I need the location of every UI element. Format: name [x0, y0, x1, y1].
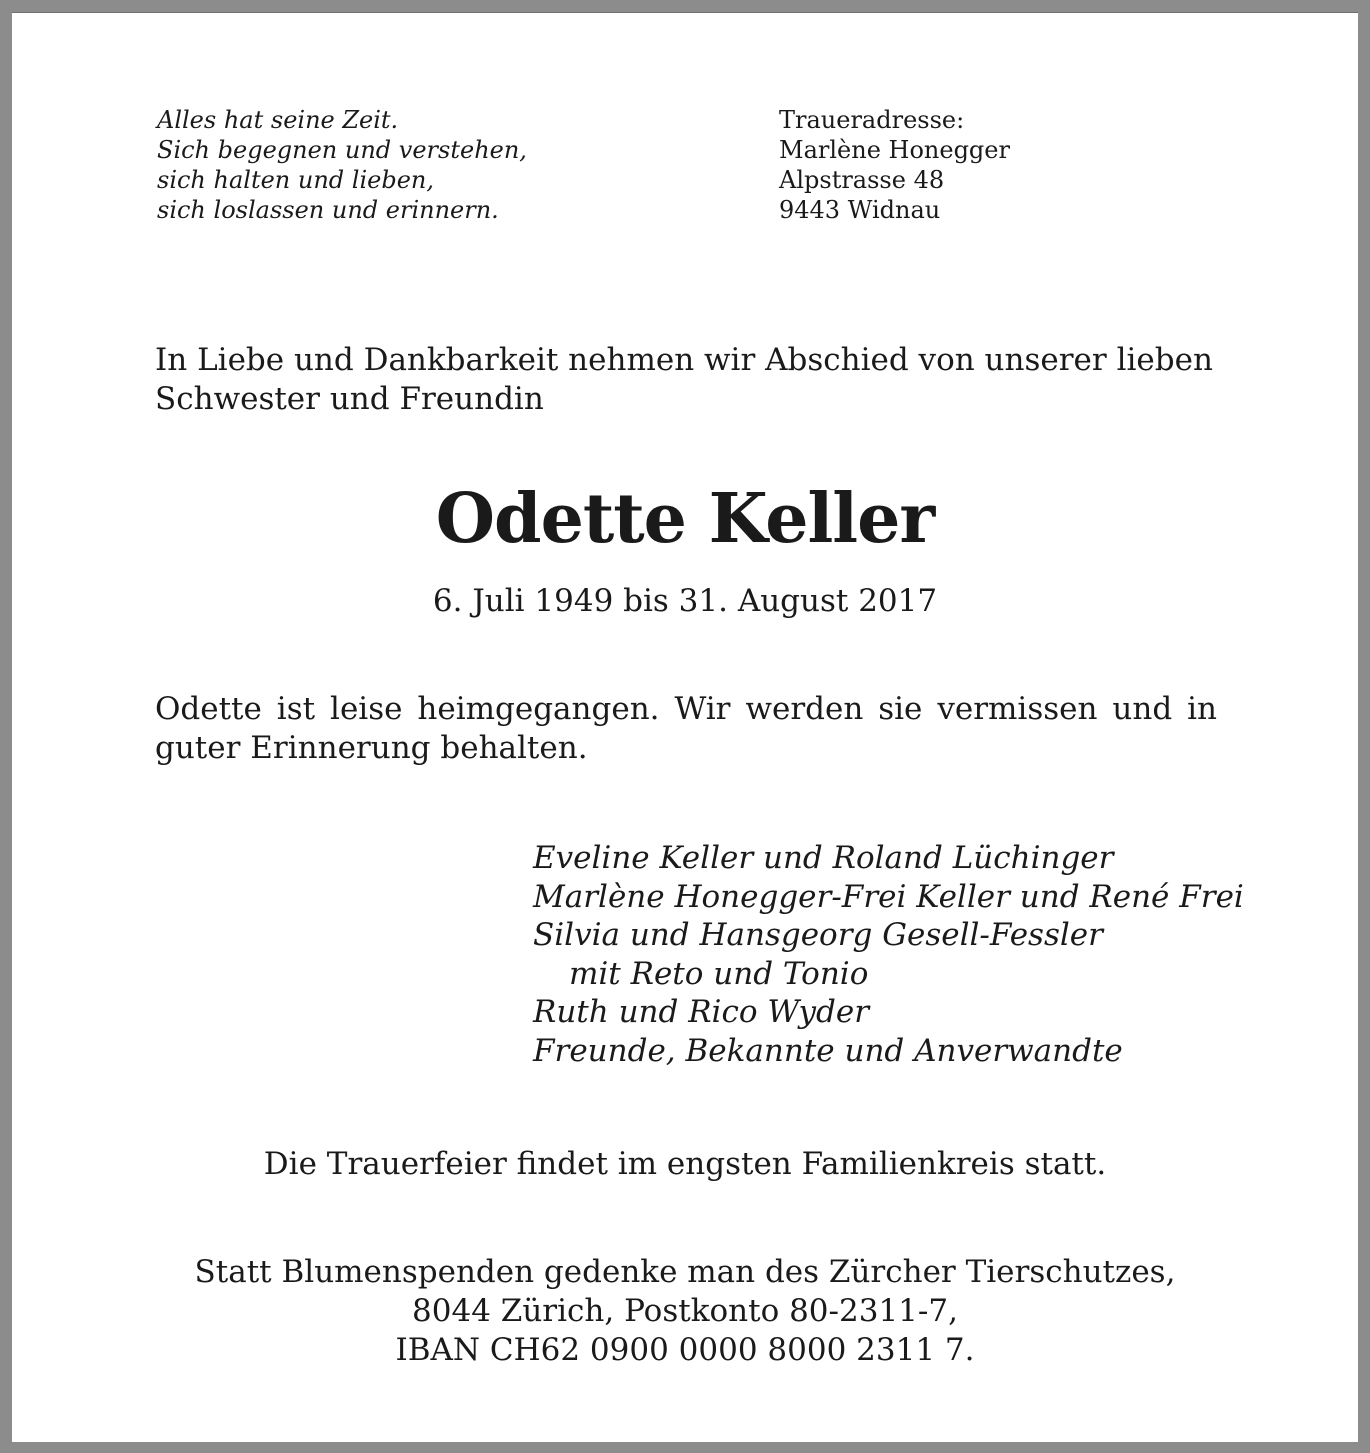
address-line: 9443 Widnau: [779, 196, 941, 224]
life-dates: 6. Juli 1949 bis 31. August 2017: [432, 583, 938, 619]
address-line: Marlène Honegger: [779, 136, 1010, 164]
family-line: mit Reto und Tonio: [569, 955, 869, 992]
family-line: Silvia und Hansgeorg Gesell-Fessler: [533, 917, 1103, 953]
family-line: Ruth und Rico Wyder: [533, 994, 870, 1030]
quote: [157, 105, 527, 225]
family-line: Marlène Honegger-Frei Keller und René Frei: [533, 878, 1244, 915]
mourning-address: [779, 105, 1010, 225]
donation-line: Statt Blumenspenden gedenke man des Zürcher Tierschutzes,: [194, 1254, 1176, 1290]
family-line: Freunde, Bekannte und Anverwandte: [533, 1032, 1123, 1069]
donation-note: [12, 1253, 1358, 1370]
message-text: Odette ist leise heimgegangen. Wir werden sie vermissen und in guter Erinnerung behalten.: [155, 691, 1217, 766]
quote-line: Sich begegnen und verstehen,: [157, 136, 527, 164]
address-line: Traueradresse:: [779, 106, 965, 134]
donation-line: IBAN CH62 0900 0000 8000 2311 7.: [395, 1332, 975, 1368]
quote-line: sich halten und lieben,: [157, 166, 435, 194]
quote-line: sich loslassen und erinnern.: [157, 196, 499, 224]
family-list: [533, 839, 1244, 1070]
deceased-name: Odette Keller: [435, 479, 935, 559]
intro-text: In Liebe und Dankbarkeit nehmen wir Abschied von unserer lieben Schwester und Freundin: [155, 342, 1213, 417]
donation-line: 8044 Zürich, Postkonto 80-2311-7,: [412, 1293, 958, 1329]
quote-line: Alles hat seine Zeit.: [157, 106, 399, 134]
family-line: Eveline Keller und Roland Lüchinger: [533, 840, 1114, 876]
address-line: Alpstrasse 48: [779, 166, 945, 194]
ceremony-note: Die Trauerfeier findet im engsten Familienkreis statt.: [263, 1146, 1107, 1182]
obituary-page: [12, 12, 1358, 1442]
